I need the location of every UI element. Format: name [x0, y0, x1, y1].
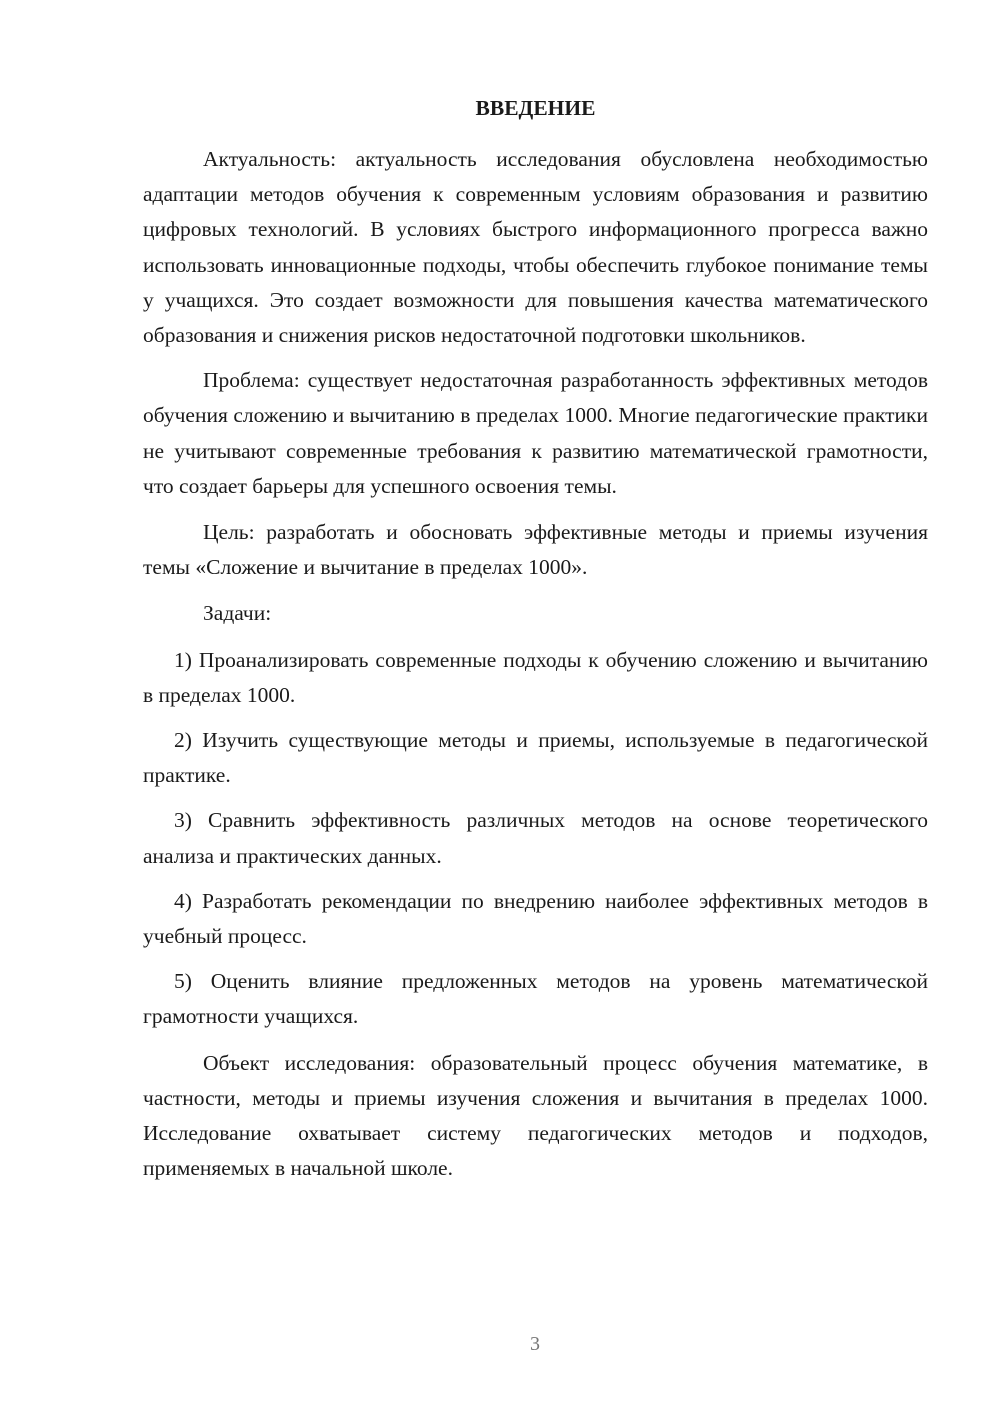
object-paragraph: Объект исследования: образовательный процесс обучения математике, в частности, методы и приемы изучения сложения и вычитания в пределах 1000. Исследование охватывает систему педагогических методов и подходов, применяемых в начальной школе.	[143, 1050, 928, 1181]
page-number: 3	[530, 1333, 540, 1355]
task-item-1: 1) Проанализировать современные подходы к обучению сложению и вычитанию в пределах 1000.	[143, 647, 928, 707]
goal-paragraph: Цель: разработать и обосновать эффективные методы и приемы изучения темы «Сложение и вычитание в пределах 1000».	[143, 520, 928, 580]
task-item-3: 3) Сравнить эффективность различных методов на основе теоретического анализа и практических данных.	[143, 808, 928, 868]
problem-paragraph: Проблема: существует недостаточная разработанность эффективных методов обучения сложению и вычитанию в пределах 1000. Многие педагогические практики не учитывают современные требования к развитию математической грамотности, что создает барьеры для успешного освоения темы.	[143, 368, 928, 498]
relevance-paragraph: Актуальность: актуальность исследования обусловлена необходимостью адаптации методов обучения к современным условиям образования и развитию цифровых технологий. В условиях быстрого информационного прогресса важно использовать инновационные подходы, чтобы обеспечить глубокое понимание темы у учащихся. Это создает возможности для повышения качества математического образования и снижения рисков недостаточной подготовки школьников.	[143, 147, 928, 348]
tasks-title: Задачи:	[203, 601, 272, 626]
task-item-4: 4) Разработать рекомендации по внедрению наиболее эффективных методов в учебный процесс.	[143, 888, 928, 949]
section-heading: ВВЕДЕНИЕ	[475, 96, 596, 120]
page-body	[143, 92, 928, 1186]
task-item-2: 2) Изучить существующие методы и приемы, используемые в педагогической практике.	[143, 728, 928, 788]
task-item-5: 5) Оценить влияние предложенных методов на уровень математической грамотности учащихся.	[143, 969, 928, 1029]
